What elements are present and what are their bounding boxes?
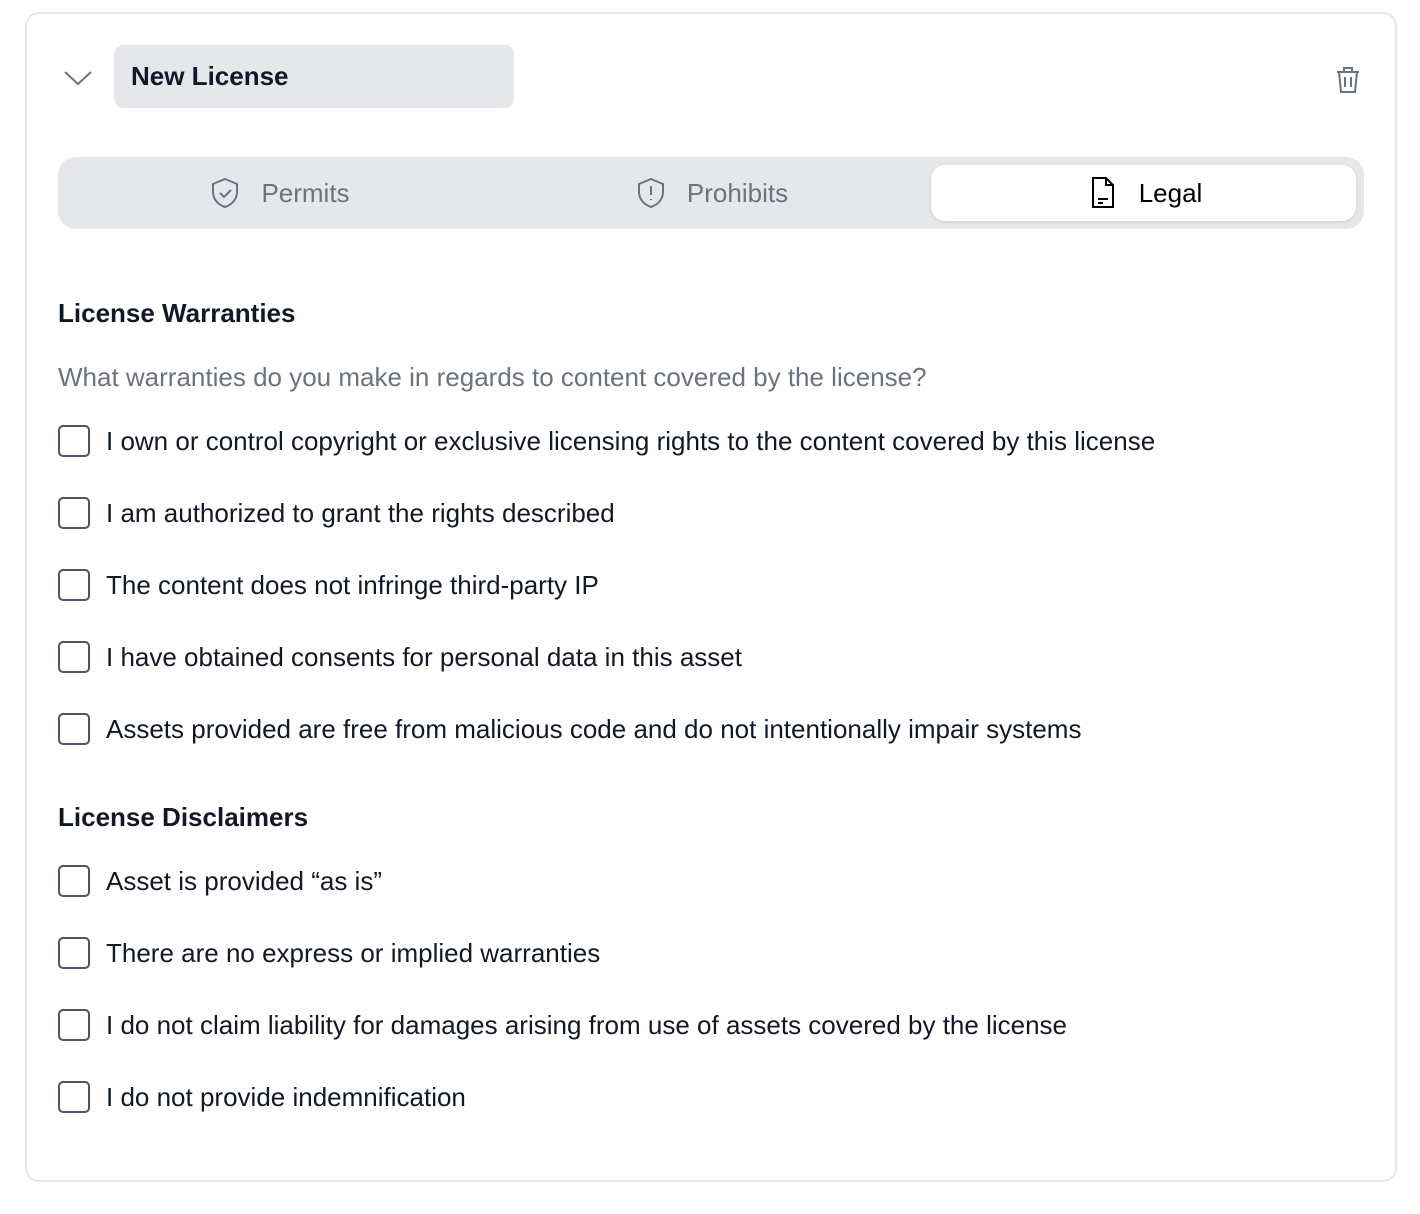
disclaimer-option[interactable] (58, 1009, 1067, 1041)
tab-prohibits[interactable] (498, 165, 923, 221)
checkbox[interactable] (58, 425, 90, 457)
warranty-option[interactable] (58, 569, 599, 601)
option-label: I own or control copyright or exclusive licensing rights to the content covered by this license (106, 425, 1156, 456)
option-label: Asset is provided “as is” (106, 865, 382, 896)
warranty-option[interactable] (58, 497, 615, 529)
tab-legal[interactable] (931, 165, 1356, 221)
shield-check-icon (207, 175, 243, 211)
tab-label: Prohibits (686, 177, 789, 208)
checkbox[interactable] (58, 713, 90, 745)
disclaimers-heading: License Disclaimers (58, 802, 309, 832)
tab-permits[interactable] (66, 165, 491, 221)
chevron-down-icon[interactable] (62, 62, 94, 94)
checkbox[interactable] (58, 497, 90, 529)
option-label: I am authorized to grant the rights described (106, 497, 615, 528)
checkbox[interactable] (58, 937, 90, 969)
document-icon (1085, 175, 1121, 211)
option-label: Assets provided are free from malicious code and do not intentionally impair systems (106, 713, 1082, 744)
option-label: There are no express or implied warranties (106, 937, 601, 968)
license-title-input[interactable]: New License (114, 45, 514, 108)
warranties-heading: License Warranties (58, 298, 296, 328)
checkbox[interactable] (58, 1081, 90, 1113)
tab-bar (58, 157, 1364, 229)
option-label: The content does not infringe third-party IP (106, 569, 599, 600)
option-label: I do not claim liability for damages arising from use of assets covered by the license (106, 1009, 1068, 1040)
checkbox[interactable] (58, 1009, 90, 1041)
checkbox[interactable] (58, 569, 90, 601)
trash-icon[interactable] (1334, 65, 1362, 95)
warranty-option[interactable] (58, 641, 742, 673)
warranty-option[interactable] (58, 713, 1081, 745)
disclaimer-option[interactable] (58, 937, 600, 969)
option-label: I do not provide indemnification (106, 1081, 466, 1112)
tab-label: Legal (1138, 177, 1203, 208)
warranties-subtitle: What warranties do you make in regards to content covered by the license? (58, 362, 927, 392)
disclaimer-option[interactable] (58, 865, 382, 897)
checkbox[interactable] (58, 865, 90, 897)
shield-alert-icon (633, 175, 669, 211)
option-label: I have obtained consents for personal data in this asset (106, 641, 742, 672)
tab-label: Permits (261, 177, 350, 208)
warranty-option[interactable] (58, 425, 1155, 457)
checkbox[interactable] (58, 641, 90, 673)
disclaimer-option[interactable] (58, 1081, 466, 1113)
